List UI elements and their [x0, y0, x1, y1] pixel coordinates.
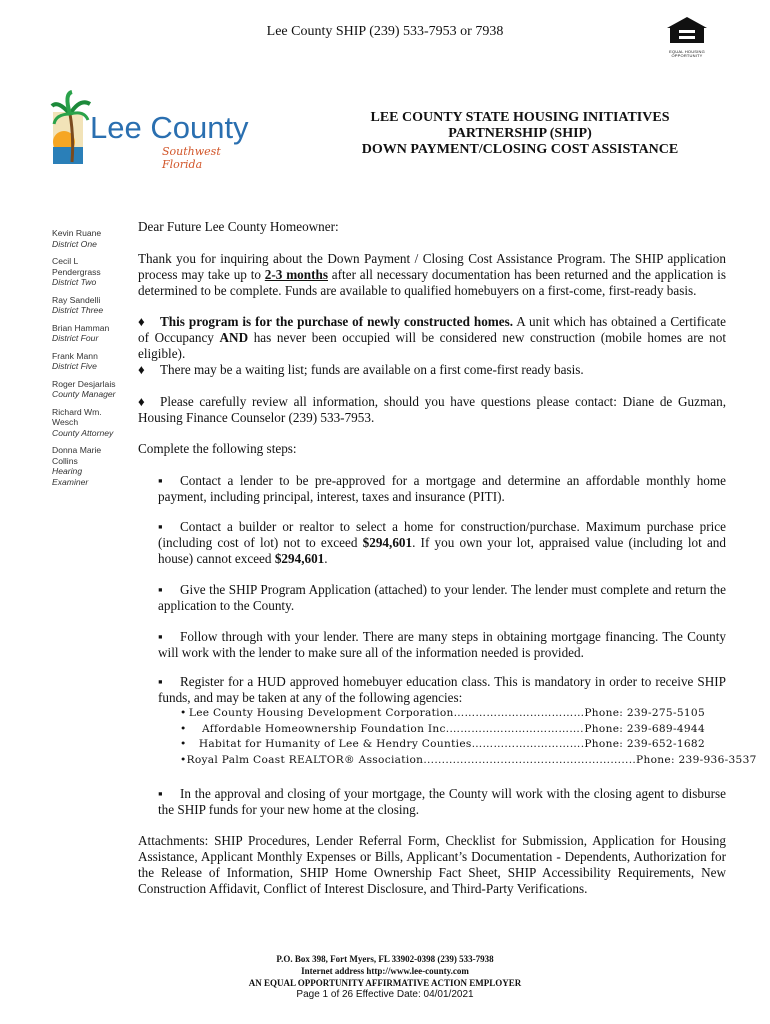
note-contact: [138, 394, 726, 426]
note1-text: A unit which has obtained a Certificate of Occupancy: [138, 314, 726, 345]
steps-intro: Complete the following steps:: [138, 441, 297, 456]
list-item: [180, 753, 757, 769]
agency-name: Affordable Homeownership Foundation Inc.: [202, 722, 450, 735]
dot-leader: ………………………………: [453, 707, 585, 719]
lee-county-logo: [50, 92, 260, 172]
note3-text: Please carefully review all information, should you have questions please contact: Diane de Guzman, Housing Finance Counselor (239) 533-7953.: [138, 394, 726, 425]
square-bullet-icon: ▪: [158, 629, 163, 644]
max-appraised-value: $294,601: [274, 551, 325, 566]
square-bullet-icon: ▪: [158, 519, 163, 534]
official-role: County Manager: [52, 389, 116, 399]
list-item: [180, 706, 705, 722]
official-name: Frank Mann: [52, 350, 98, 361]
dot-leader: ………...……………….: [471, 738, 585, 750]
dot-leader: ..........................................................: [423, 753, 637, 766]
square-bullet-icon: ▪: [158, 473, 163, 488]
dot-leader: ……………………………….: [449, 722, 584, 735]
agency-name: Royal Palm Coast REALTOR® Association: [186, 753, 424, 766]
official-name: Donna Marie Collins: [52, 445, 102, 466]
note-waiting-list: [138, 362, 726, 378]
sidebar-entry: [52, 256, 127, 288]
equal-housing-line1: EQUAL HOUSING: [669, 49, 705, 54]
official-role: Hearing Examiner: [52, 466, 89, 487]
sidebar-entry: [52, 228, 127, 249]
note1-bold: This program is for the purchase of newly constructed homes.: [160, 314, 514, 329]
sidebar-entry: [52, 379, 127, 400]
step2-text: Contact a builder or realtor to select a home for construction/purchase. Maximum purchase price (including cost of lot) not to exceed: [158, 519, 726, 550]
footer-eoe: AN EQUAL OPPORTUNITY AFFIRMATIVE ACTION EMPLOYER: [248, 978, 522, 988]
footer-address: P.O. Box 398, Fort Myers, FL 33902-0398 (239) 533-7938: [276, 954, 494, 964]
diamond-bullet-icon: ♦: [138, 314, 145, 329]
sidebar-entry: [52, 323, 127, 344]
square-bullet-icon: ▪: [158, 582, 163, 597]
agency-phone: Phone: 239-689-4944: [584, 722, 705, 735]
sidebar-entry: [52, 295, 127, 316]
official-name: Ray Sandelli: [52, 294, 101, 305]
title-line3: DOWN PAYMENT/CLOSING COST ASSISTANCE: [361, 142, 679, 157]
list-item: [180, 737, 705, 753]
step3-text: Give the SHIP Program Application (attached) to your lender. The lender must complete and return the application to the County.: [158, 582, 726, 613]
footer: [0, 953, 770, 1001]
title-line2: PARTNERSHIP (SHIP): [448, 126, 592, 141]
agency-list: [180, 706, 757, 768]
diamond-bullet-icon: ♦: [138, 362, 145, 377]
footer-web: Internet address http://www.lee-county.com: [301, 966, 469, 976]
step-1: [138, 473, 726, 505]
equal-housing-house-icon: [659, 15, 715, 45]
bullet-icon: •: [180, 738, 187, 750]
salutation: Dear Future Lee County Homeowner:: [138, 219, 339, 234]
step2-text-2: . If you own your lot, appraised value (including lot and house) cannot exceed: [158, 535, 726, 566]
attachments-paragraph: Attachments: SHIP Procedures, Lender Referral Form, Checklist for Submission, Application for Housing Assistance, Applicant Monthly Expenses or Bills, Applicant’s Documentation - Dependents, Authorization for the Release of Information, SHIP Home Ownership Fact Sheet, SHIP Accessibility Requirements, New Construction Affidavit, Conflict of Interest Disclosure, and Third-Party Verifications.: [138, 833, 726, 896]
square-bullet-icon: ▪: [158, 674, 163, 689]
equal-housing-logo: [659, 15, 715, 58]
note2-text: There may be a waiting list; funds are available on a first come-first ready basis.: [160, 362, 584, 377]
sidebar-entry: [52, 445, 127, 487]
bullet-icon: •: [180, 722, 187, 735]
agency-name: Habitat for Humanity of Lee & Hendry Counties: [198, 738, 472, 750]
note1-and: AND: [219, 330, 249, 345]
step-4: [138, 629, 726, 661]
official-name: Richard Wm. Wesch: [52, 406, 102, 427]
official-name: Roger Desjarlais: [52, 378, 116, 389]
commissioners-sidebar: [52, 228, 127, 494]
official-role: District Four: [52, 333, 99, 343]
bullet-icon: •: [180, 707, 187, 719]
step-6: [138, 786, 726, 818]
diamond-bullet-icon: ♦: [138, 394, 145, 409]
official-role: District Three: [52, 305, 104, 315]
square-bullet-icon: ▪: [158, 786, 163, 801]
intro-text: Thank you for inquiring about the Down Payment / Closing Cost Assistance Program. The SHIP application process may take up to: [138, 251, 726, 282]
sidebar-entry: [52, 407, 127, 439]
official-role: District One: [52, 238, 97, 249]
header-phone-line: Lee County SHIP (239) 533-7953 or 7938: [266, 24, 504, 39]
equal-housing-line2: OPPORTUNITY: [671, 53, 703, 58]
note-new-construction: [138, 314, 726, 362]
official-role: County Attorney: [52, 427, 114, 438]
step4-text: Follow through with your lender. There are many steps in obtaining mortgage financing. The County will work with the lender to make sure all of the information needed is provided.: [158, 629, 726, 660]
agency-phone: Phone: 239-936-3537: [636, 753, 757, 766]
step-5: [138, 674, 726, 706]
intro-text-2: after all necessary documentation has been returned and the application is determined to be complete. Funds are available to qualified homebuyers on a first-come, first-ready basis.: [138, 267, 726, 298]
intro-duration: 2-3 months: [264, 267, 328, 282]
title-line1: LEE COUNTY STATE HOUSING INITIATIVES: [370, 110, 670, 125]
document-title: [330, 110, 710, 158]
agency-phone: Phone: 239-275-5105: [584, 707, 705, 719]
step2-text-3: .: [324, 551, 328, 566]
max-price: $294,601: [362, 535, 413, 550]
list-item: [180, 722, 705, 738]
sidebar-entry: [52, 351, 127, 372]
agency-phone: Phone: 239-652-1682: [584, 738, 705, 750]
step5-text: Register for a HUD approved homebuyer education class. This is mandatory in order to receive SHIP funds, and may be taken at any of the following agencies:: [158, 674, 726, 705]
logo-name: Lee County: [90, 110, 249, 145]
official-name: Brian Hamman: [52, 322, 110, 333]
official-name: Kevin Ruane: [52, 228, 102, 238]
step-3: [138, 582, 726, 614]
bullet-icon: •: [180, 753, 187, 766]
agency-name: Lee County Housing Development Corporation: [188, 707, 454, 719]
intro-paragraph: [138, 251, 726, 299]
official-role: District Two: [52, 277, 97, 287]
step6-text: In the approval and closing of your mortgage, the County will work with the closing agent to disburse the SHIP funds for your new home at the closing.: [158, 786, 726, 817]
step1-text: Contact a lender to be pre-approved for a mortgage and determine an affordable monthly home payment, including principal, interest, taxes and insurance (PITI).: [158, 473, 726, 504]
official-role: District Five: [52, 361, 97, 371]
note1-text-2: has never been occupied will be considered new construction (mobile homes are not eligible).: [138, 330, 726, 361]
official-name: Cecil L Pendergrass: [52, 256, 101, 277]
page-number: Page 1 of 26 Effective Date: 04/01/2021: [296, 989, 474, 1000]
logo-tagline: Southwest Florida: [162, 145, 221, 171]
step-2: [138, 519, 726, 567]
